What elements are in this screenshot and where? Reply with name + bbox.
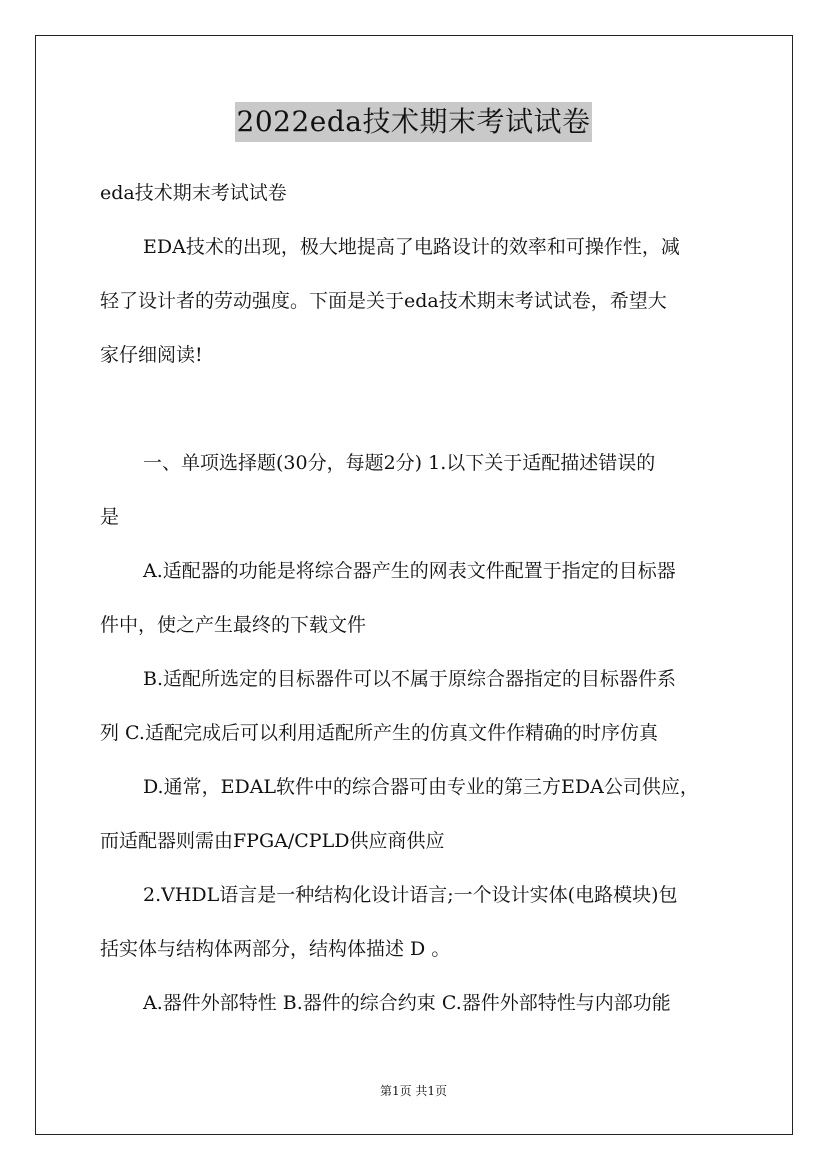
subtitle-line: eda技术期末考试试卷: [100, 182, 287, 204]
question-1-line-2: 是: [100, 506, 120, 528]
question-2-line-1: 2.VHDL语言是一种结构化设计语言;一个设计实体(电路模块)包: [143, 884, 678, 906]
option-d-line-2: 而适配器则需由FPGA/CPLD供应商供应: [100, 830, 445, 852]
intro-line-3: 家仔细阅读!: [100, 344, 203, 366]
document-title: 2022eda技术期末考试试卷: [235, 102, 593, 142]
option-b-line-1: B.适配所选定的目标器件可以不属于原综合器指定的目标器件系: [143, 668, 677, 690]
option-b-c-line: 列 C.适配完成后可以利用适配所产生的仿真文件作精确的时序仿真: [100, 722, 658, 744]
intro-line-2: 轻了设计者的劳动强度。下面是关于eda技术期末考试试卷，希望大: [100, 290, 667, 312]
intro-line-1: EDA技术的出现，极大地提高了电路设计的效率和可操作性，减: [143, 236, 680, 258]
page-footer: 第1页 共1页: [379, 1084, 448, 1098]
section-heading-line: 一、单项选择题(30分，每题2分) 1.以下关于适配描述错误的: [143, 452, 656, 474]
option-d-line-1: D.通常，EDAL软件中的综合器可由专业的第三方EDA公司供应，: [143, 776, 699, 798]
title-container: [0, 102, 827, 142]
question-2-options-line: A.器件外部特性 B.器件的综合约束 C.器件外部特性与内部功能: [143, 992, 671, 1014]
question-2-line-2: 括实体与结构体两部分，结构体描述 D 。: [100, 938, 451, 960]
option-a-line-2: 件中，使之产生最终的下载文件: [100, 614, 367, 636]
option-a-line-1: A.适配器的功能是将综合器产生的网表文件配置于指定的目标器: [143, 560, 676, 582]
